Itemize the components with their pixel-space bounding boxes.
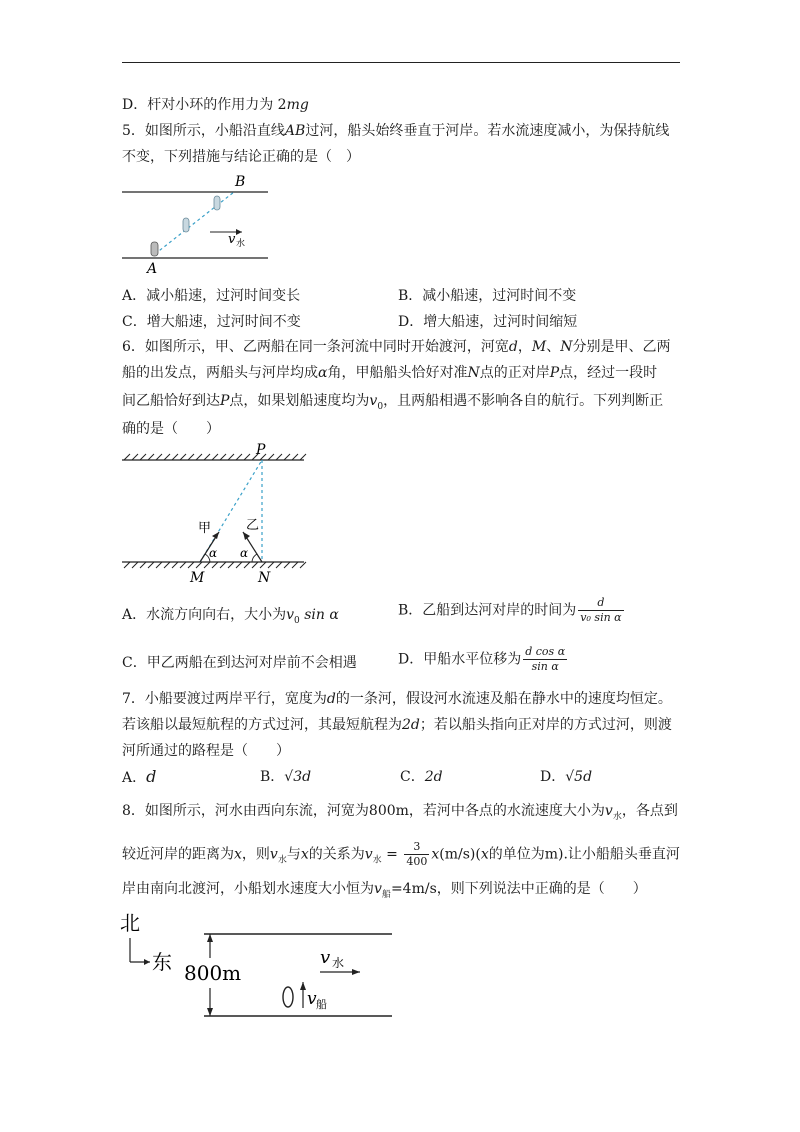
q4-option-d[interactable]: D．杆对小环的作用力为 2mg bbox=[122, 97, 309, 113]
q7-option-b[interactable]: B．√3d bbox=[260, 769, 312, 785]
q6-option-d[interactable]: D．甲船水平位移为 $\frac{\text{d cos α}}{\text{sin α}}$ bbox=[398, 645, 566, 673]
q7-stem-line2: 若该船以最短航程的方式过河，其最短航程为2d；若以船头指向正对岸的方式过河，则渡 bbox=[122, 717, 672, 733]
q8-stem-line3: 岸由南向北渡河，小船划水速度大小恒为$v_船=4m/s$，则下列说法中正确的是（ ） bbox=[122, 881, 647, 900]
q5-figure bbox=[122, 170, 272, 278]
angle-alpha-n: α bbox=[240, 546, 249, 560]
label-width: 800m bbox=[184, 961, 242, 985]
boat-icon bbox=[283, 987, 293, 1007]
label-a: A bbox=[147, 261, 158, 277]
boat-icon bbox=[151, 242, 158, 256]
fraction: $\frac{\text{d cos α}}{\text{sin α}}$ bbox=[525, 645, 566, 673]
q5-option-d[interactable]: D．增大船速，过河时间缩短 bbox=[398, 314, 578, 330]
fraction: $\frac{d}{\text{v₀ sin α}}$ bbox=[580, 596, 622, 624]
q7-option-a[interactable]: A．d bbox=[122, 767, 157, 786]
boat-icon bbox=[214, 196, 220, 210]
q5-stem-line2: 不变，下列措施与结论正确的是（ ） bbox=[122, 149, 360, 165]
boat-icon bbox=[183, 218, 189, 232]
label-n: N bbox=[258, 570, 271, 586]
label-b: B bbox=[235, 174, 246, 190]
q7-option-d[interactable]: D．√5d bbox=[540, 769, 593, 785]
q6-figure bbox=[122, 440, 312, 586]
q6-stem-line3: 间乙船恰好到达P点，如果划船速度均为$v_0$，且两船相遇不影响各自的航行。下列判断正 bbox=[122, 393, 664, 412]
q5-option-b[interactable]: B．减小船速，过河时间不变 bbox=[398, 288, 577, 304]
fraction: $\frac{3}{400}$ bbox=[406, 840, 428, 868]
q6-option-b[interactable]: B．乙船到达河对岸的时间为 $\frac{d}{\text{v₀ sin α}}$ bbox=[398, 596, 622, 624]
label-p: P bbox=[256, 442, 266, 458]
q8-stem-line1: 8．如图所示，河水由西向东流，河宽为800m，若河中各点的水流速度大小为$v_水$，各点到 bbox=[122, 803, 678, 822]
q8-figure bbox=[120, 906, 400, 1024]
q6-option-c[interactable]: C．甲乙两船在到达河对岸前不会相遇 bbox=[122, 655, 357, 671]
q5-option-c[interactable]: C．增大船速，过河时间不变 bbox=[122, 314, 301, 330]
label-jia: 甲 bbox=[198, 521, 212, 536]
header-rule bbox=[122, 62, 680, 63]
label-yi: 乙 bbox=[246, 518, 260, 533]
q6-stem-line2: 船的出发点，两船头与河岸均成α角，甲船船头恰好对准N点的正对岸P点，经过一段时 bbox=[122, 365, 658, 381]
q6-stem-line4: 确的是（ ） bbox=[122, 421, 220, 437]
angle-alpha-m: α bbox=[209, 546, 218, 560]
q7-option-c[interactable]: C．2d bbox=[400, 769, 443, 785]
q5-option-a[interactable]: A．减小船速，过河时间变长 bbox=[122, 288, 301, 304]
v-water-label: v bbox=[320, 947, 331, 968]
v-boat-sub: 船 bbox=[316, 998, 327, 1011]
v-water-label: v bbox=[228, 232, 236, 247]
label-m: M bbox=[190, 570, 205, 586]
q6-stem-line1: 6．如图所示，甲、乙两船在同一条河流中同时开始渡河，河宽d，M、N分别是甲、乙两 bbox=[122, 339, 671, 355]
label-north: 北 bbox=[120, 911, 140, 935]
q7-stem-line1: 7．小船要渡过两岸平行，宽度为d的一条河，假设河水流速及船在静水中的速度均恒定。 bbox=[122, 691, 672, 707]
q6-option-a[interactable]: A．水流方向向右，大小为$v_0$ sin α bbox=[122, 607, 339, 626]
q8-stem-line2: 较近河岸的距离为x，则$v_水$与x的关系为$v_水$ = $\frac{3}{400}$ x(m/s)(x的单位为m).让小船船头垂直河 bbox=[122, 840, 680, 868]
v-boat-label: v bbox=[307, 989, 317, 1009]
q7-stem-line3: 河所通过的路程是（ ） bbox=[122, 743, 290, 759]
v-water-sub: 水 bbox=[236, 239, 246, 249]
label-east: 东 bbox=[152, 950, 172, 974]
v-water-sub: 水 bbox=[332, 956, 345, 970]
q5-stem-line1: 5．如图所示，小船沿直线AB过河，船头始终垂直于河岸。若水流速度减小，为保持航线 bbox=[122, 123, 670, 139]
